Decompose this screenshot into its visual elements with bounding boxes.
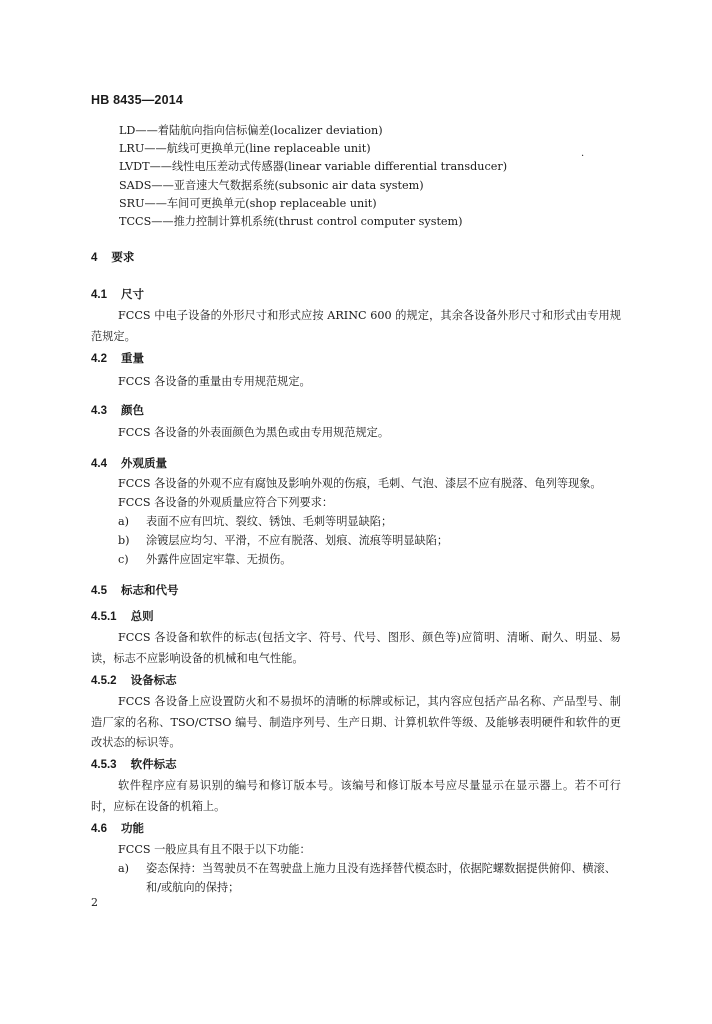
section-heading-4-5-1 [91, 608, 154, 624]
list-item-label: a) [118, 862, 130, 875]
list-item-label: b) [118, 534, 130, 547]
section-number: 4.5.3 [91, 759, 117, 771]
list-item-text: 外露件应固定牢靠、无损伤。 [146, 553, 292, 566]
section-heading-4-3 [91, 402, 144, 418]
section-title: 软件标志 [130, 759, 177, 771]
paragraph-marking-general: FCCS 各设备和软件的标志(包括文字、符号、代号、图形、颜色等)应简明、清晰、耐久、明显、易读，标志不应影响设备的机械和电气性能。 [91, 631, 621, 665]
section-title: 重量 [121, 353, 144, 365]
section-number: 4.4 [91, 458, 107, 470]
section-number: 4.2 [91, 353, 107, 365]
section-heading-4-5 [91, 582, 179, 598]
section-heading-4 [91, 249, 134, 265]
list-item-label: a) [118, 515, 130, 528]
section-number: 4.5.1 [91, 611, 117, 623]
standard-code-header: HB 8435—2014 [91, 93, 184, 107]
section-number: 4.5 [91, 585, 107, 597]
abbreviation-item: SRU——车间可更换单元(shop replaceable unit) [119, 196, 377, 210]
abbreviation-item: LRU——航线可更换单元(line replaceable unit) [119, 142, 371, 156]
section-number: 4.3 [91, 405, 107, 417]
paragraph-appearance: FCCS 各设备的外观不应有腐蚀及影响外观的伤痕，毛刺、气泡、漆层不应有脱落、龟列等现象。 [118, 477, 602, 490]
section-title: 颜色 [121, 405, 144, 417]
list-item-text: 表面不应有凹坑、裂纹、锈蚀、毛刺等明显缺陷； [146, 515, 393, 528]
section-title: 功能 [121, 823, 144, 835]
abbreviation-item: LD——着陆航向指向信标偏差(localizer deviation) [119, 124, 383, 137]
section-title: 外观质量 [121, 458, 167, 470]
list-item-label: c) [118, 553, 129, 566]
paragraph-dimensions: FCCS 中电子设备的外形尺寸和形式应按 ARINC 600 的规定，其余各设备外形尺寸和形式由专用规范规定。 [91, 309, 621, 343]
paragraph-equipment-marking: FCCS 各设备上应设置防火和不易损坏的清晰的标牌或标记，其内容应包括产品名称、产品型号、制造厂家的名称、TSO/CTSO 编号、制造序列号、生产日期、计算机软件等级、及能够表明硬件和软件的更改状态的标识等。 [91, 695, 621, 749]
abbreviation-item: TCCS——推力控制计算机系统(thrust control computer system) [119, 215, 463, 229]
paragraph-appearance-req: FCCS 各设备的外观质量应符合下列要求： [118, 496, 334, 509]
paragraph-color: FCCS 各设备的外表面颜色为黑色或由专用规范规定。 [118, 426, 390, 439]
abbreviation-list [119, 122, 507, 231]
paragraph-functions: FCCS 一般应具有且不限于以下功能： [118, 843, 311, 856]
section-title: 标志和代号 [121, 585, 179, 597]
abbreviation-item: SADS——亚音速大气数据系统(subsonic air data system) [119, 178, 424, 192]
paragraph-software-marking: 软件程序应有易识别的编号和修订版本号。该编号和修订版本号应尽量显示在显示器上。若不可行时，应标在设备的机箱上。 [91, 779, 621, 813]
section-number: 4 [91, 252, 98, 264]
list-item [91, 860, 616, 876]
section-number: 4.6 [91, 823, 107, 835]
list-item-text: 姿态保持：当驾驶员不在驾驶盘上施力且没有选择替代模态时，依据陀螺数据提供俯仰、横滚、 [146, 862, 616, 875]
paragraph-weight: FCCS 各设备的重量由专用规范规定。 [118, 375, 311, 388]
section-number: 4.5.2 [91, 675, 117, 687]
stray-mark: . [581, 148, 585, 159]
section-heading-4-4 [91, 455, 167, 471]
section-heading-4-1 [91, 286, 144, 302]
list-item [91, 532, 448, 548]
section-title: 尺寸 [121, 289, 144, 301]
list-item-continuation: 和/或航向的保持； [146, 881, 240, 894]
list-item [91, 513, 392, 529]
section-heading-4-2 [91, 350, 144, 366]
section-title: 要求 [111, 252, 135, 264]
section-title: 总则 [130, 611, 154, 623]
section-title: 设备标志 [130, 675, 177, 687]
page-number: 2 [91, 896, 98, 909]
list-item [91, 551, 291, 567]
section-number: 4.1 [91, 289, 107, 301]
section-heading-4-6 [91, 820, 144, 836]
section-heading-4-5-2 [91, 672, 177, 688]
abbreviation-item: LVDT——线性电压差动式传感器(linear variable differential transducer) [119, 160, 508, 174]
list-item-text: 涂镀层应均匀、平滑，不应有脱落、划痕、流痕等明显缺陷； [146, 534, 449, 547]
section-heading-4-5-3 [91, 756, 177, 772]
